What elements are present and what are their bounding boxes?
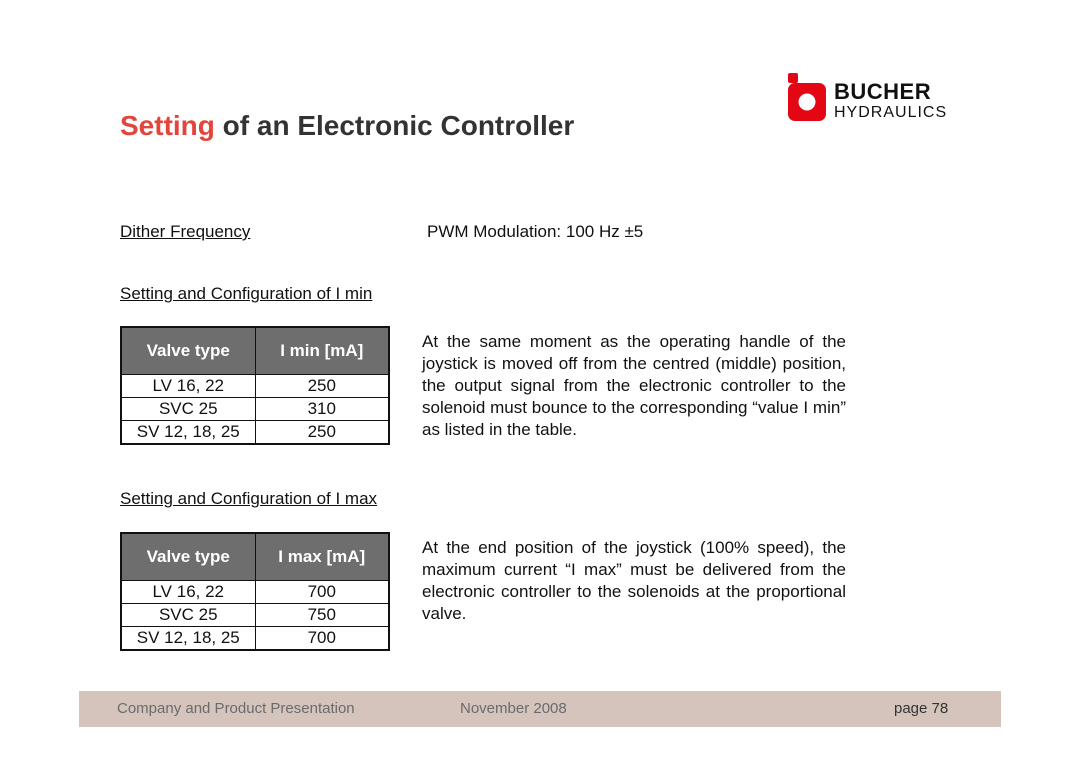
imin-value-cell: 250: [255, 375, 389, 398]
imax-section-heading: Setting and Configuration of I max: [120, 489, 378, 508]
valve-type-cell: SV 12, 18, 25: [121, 627, 255, 651]
column-header-valve-type: Valve type: [121, 533, 255, 581]
imin-table: [120, 326, 390, 445]
column-header-imax: I max [mA]: [255, 533, 389, 581]
logo-brand-subtitle: HYDRAULICS: [834, 104, 948, 121]
table-row: [121, 581, 389, 604]
imax-value-cell: 700: [255, 581, 389, 604]
table-header-row: [121, 327, 389, 375]
imin-value-cell: 310: [255, 398, 389, 421]
valve-type-cell: SVC 25: [121, 604, 255, 627]
table-row: [121, 421, 389, 445]
company-logo: [788, 73, 968, 123]
imax-value-cell: 750: [255, 604, 389, 627]
imax-value-cell: 700: [255, 627, 389, 651]
imin-value-cell: 250: [255, 421, 389, 445]
table-header-row: [121, 533, 389, 581]
table-row: [121, 627, 389, 651]
valve-type-cell: LV 16, 22: [121, 581, 255, 604]
page-title: [120, 110, 574, 142]
footer-presentation-title: Company and Product Presentation: [117, 700, 355, 717]
footer-date: November 2008: [460, 700, 567, 717]
valve-type-cell: SV 12, 18, 25: [121, 421, 255, 445]
valve-type-cell: SVC 25: [121, 398, 255, 421]
valve-type-cell: LV 16, 22: [121, 375, 255, 398]
bucher-logo-icon: [788, 73, 828, 121]
table-row: [121, 398, 389, 421]
table-row: [121, 375, 389, 398]
footer-page-number: page 78: [894, 700, 949, 717]
dither-frequency-heading: Dither Frequency: [120, 222, 251, 241]
page-title-accent: Setting: [120, 110, 215, 141]
imax-description: At the end position of the joystick (100% speed), the maximum current “I max” must be delivered from the electronic controller to the solenoids at the proportional valve.: [422, 538, 846, 623]
imin-section-heading: Setting and Configuration of I min: [120, 284, 373, 303]
table-row: [121, 604, 389, 627]
pwm-modulation-value: PWM Modulation: 100 Hz ±5: [427, 222, 644, 241]
logo-brand-name: BUCHER: [834, 79, 932, 104]
column-header-imin: I min [mA]: [255, 327, 389, 375]
slide-footer: [79, 691, 1001, 727]
page-title-rest: of an Electronic Controller: [214, 110, 575, 141]
imin-description: At the same moment as the operating handle of the joystick is moved off from the centred (middle) position, the output signal from the electronic controller to the solenoid must bounce to the corresponding “value I min” as listed in the table.: [422, 332, 846, 439]
column-header-valve-type: Valve type: [121, 327, 255, 375]
imax-table: [120, 532, 390, 651]
